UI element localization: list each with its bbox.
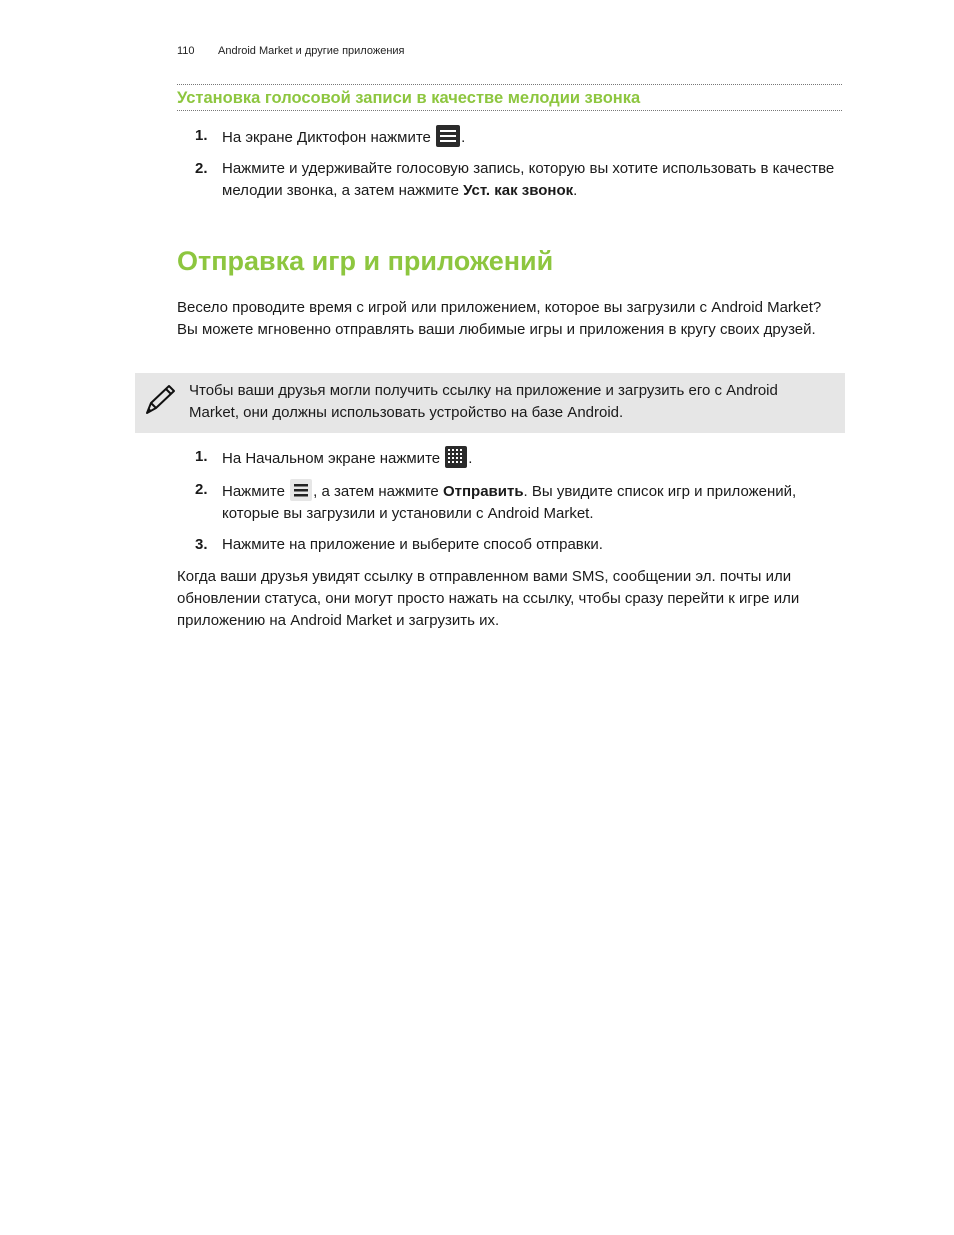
share-section-title: Отправка игр и приложений [177,246,554,276]
share-outro: Когда ваши друзья увидят ссылку в отправленном вами SMS, сообщении эл. почты или обновлении статуса, они могут просто нажать на ссылку, чтобы сразу перейти к игре или приложению на Android Market и загрузить их. [177,568,800,629]
pencil-icon [143,383,177,417]
step-text-end: . [468,450,473,467]
share-step-2 [177,479,842,525]
menu-icon [436,125,460,147]
ringtone-steps [177,125,842,211]
step-text: Нажмите [222,483,285,500]
ringtone-section-title: Установка голосовой записи в качестве мелодии звонка [177,89,641,107]
page-number: 110 [177,45,195,57]
ringtone-step-2 [177,158,842,202]
note-box [135,373,845,433]
step-text: На Начальном экране нажмите [222,450,441,467]
menu-icon [290,479,312,501]
step-text: Нажмите и удерживайте голосовую запись, которую вы хотите использовать в качестве мелодии звонка, а затем нажмите [222,160,835,199]
step-number: 2. [195,481,208,498]
step-text-end: . [573,182,578,199]
step-text-end: . [461,129,466,146]
header-divider [177,84,842,85]
step-number: 3. [195,536,208,553]
step-text: Нажмите на приложение и выберите способ отправки. [222,536,603,553]
step-text-end: . Вы увидите список игр и приложений, которые вы загрузили и установили с Android Market. [222,483,797,522]
share-steps [177,446,842,565]
all-apps-icon [445,446,467,468]
subheading-divider [177,110,842,111]
step-text-mid: , а затем нажмите [313,483,443,500]
step-number: 2. [195,160,208,177]
ringtone-step-1 [177,125,842,149]
step-number: 1. [195,448,208,465]
share-intro: Весело проводите время с игрой или приложением, которое вы загрузили с Android Market? Вы можете мгновенно отправлять ваши любимые игры и приложения в кругу своих друзей. [177,299,822,338]
set-as-ringtone-label: Уст. как звонок [463,182,574,199]
step-text: На экране Диктофон нажмите [222,129,431,146]
send-label: Отправить [442,483,524,500]
note-text: Чтобы ваши друзья могли получить ссылку на приложение и загрузить его с Android Market, они должны использовать устройство на базе Android. [189,382,778,421]
share-step-1 [177,446,842,470]
running-title: Android Market и другие приложения [218,45,405,57]
step-number: 1. [195,127,208,144]
page-header [177,45,405,57]
share-step-3 [177,534,842,556]
